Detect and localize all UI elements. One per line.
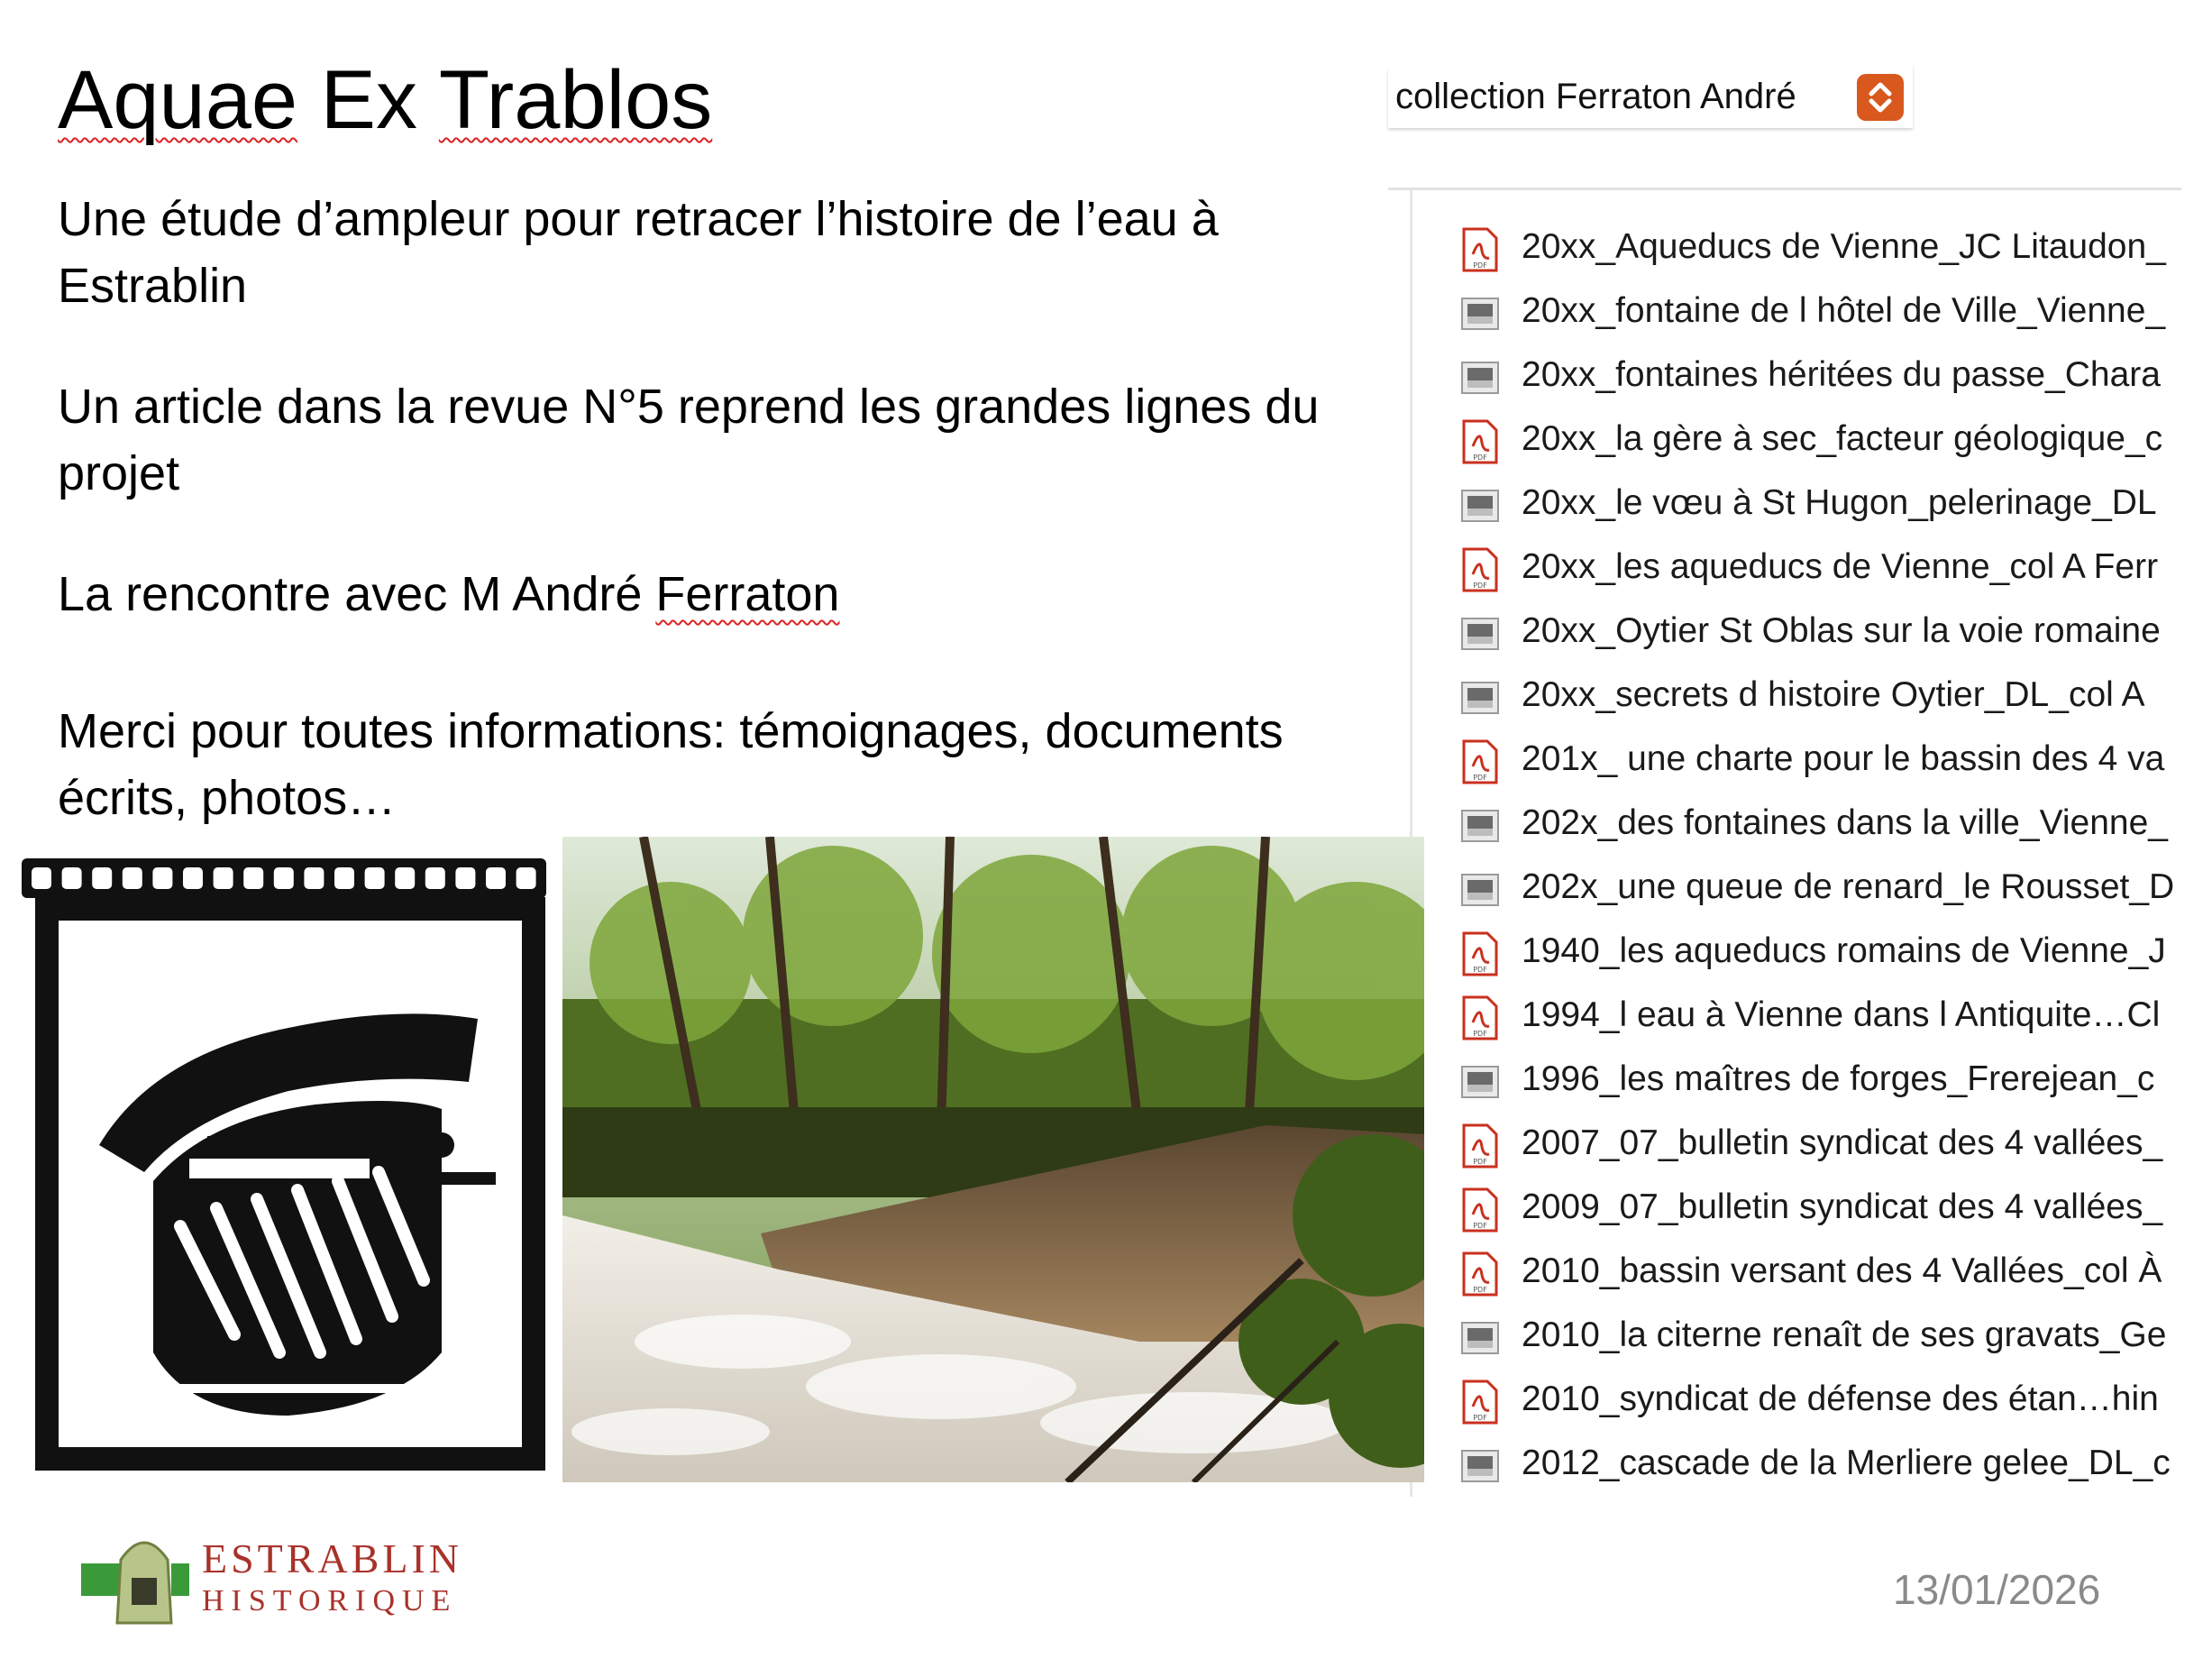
title-word-trablos: Trablos [438,54,713,146]
paragraph-meeting [58,561,1392,628]
seal-band-motif [62,867,82,889]
image-file-icon [1460,483,1500,528]
seal-band-motif [274,867,294,889]
svg-text:PDF: PDF [1473,1286,1487,1294]
file-list-panel [1388,180,2181,1497]
seal-band-motif [486,867,506,889]
file-row[interactable] [1460,600,2181,665]
file-row[interactable] [1460,536,2181,600]
file-row[interactable] [1460,793,2181,857]
file-name: 20xx_la gère à sec_facteur géologique_c [1522,419,2163,458]
svg-text:PDF: PDF [1473,1158,1487,1166]
image-file-icon [1460,867,1500,912]
seal-band-motif [516,867,536,889]
seal-band-motif [92,867,112,889]
seal-band-motif [455,867,475,889]
file-row[interactable] [1460,1433,2181,1497]
slide-date: 13/01/2026 [1893,1566,2101,1613]
file-row[interactable] [1460,857,2181,921]
image-file-icon [1460,1444,1500,1489]
seal-band-motif [152,867,172,889]
file-name: 20xx_Oytier St Oblas sur la voie romaine [1522,611,2161,650]
logo-green-bar [81,1563,121,1596]
pdf-icon [1460,1251,1500,1297]
panel-divider [1388,188,2181,190]
seal-band-motif [334,867,354,889]
file-row[interactable] [1460,216,2181,280]
image-file-icon [1460,291,1500,336]
collection-selector-label: collection Ferraton André [1395,77,1796,116]
file-row[interactable] [1460,1113,2181,1177]
pdf-icon [1460,419,1500,464]
image-file-icon [1460,1059,1500,1104]
seal-band-motif [243,867,263,889]
file-row[interactable] [1460,344,2181,408]
file-name: 2012_cascade de la Merliere gelee_DL_c [1522,1444,2171,1482]
seal-band-motif [395,867,415,889]
file-row[interactable] [1460,1241,2181,1305]
file-name: 2007_07_bulletin syndicat des 4 vallées_ [1522,1123,2163,1162]
pdf-icon [1460,995,1500,1040]
estrablin-historique-logo [81,1524,460,1637]
slide-title [58,50,712,150]
svg-text:PDF: PDF [1473,966,1487,974]
seal-band-motif [32,867,51,889]
pdf-icon [1460,1379,1500,1425]
seal-band-motif [123,867,142,889]
file-name: 2010_bassin versant des 4 Vallées_col À [1522,1251,2162,1290]
pdf-icon [1460,1123,1500,1169]
file-name: 1996_les maîtres de forges_Frerejean_c [1522,1059,2155,1098]
pdf-icon [1460,227,1500,272]
file-name: 202x_une queue de renard_le Rousset_D [1522,867,2175,906]
seal-band-motif [304,867,324,889]
seal-woodcut-image [18,848,550,1479]
file-name: 202x_des fontaines dans la ville_Vienne_ [1522,803,2168,842]
file-name: 20xx_les aqueducs de Vienne_col A Ferr [1522,547,2159,586]
file-row[interactable] [1460,1305,2181,1369]
pdf-icon [1460,931,1500,976]
file-name: 2010_la citerne renaît de ses gravats_Ge [1522,1315,2167,1354]
waterfall-photo [562,837,1424,1482]
pdf-icon [1460,1187,1500,1233]
svg-text:PDF: PDF [1473,774,1487,782]
seal-band-motif [425,867,445,889]
pdf-icon [1460,739,1500,784]
svg-text:PDF: PDF [1473,261,1487,270]
title-word-ex: Ex [320,54,417,146]
file-row[interactable] [1460,408,2181,472]
svg-text:PDF: PDF [1473,582,1487,590]
logo-line2: HISTORIQUE [202,1584,458,1618]
file-name: 20xx_Aqueducs de Vienne_JC Litaudon_ [1522,227,2166,266]
up-down-chevron-icon[interactable] [1857,74,1904,121]
title-word-aquae: Aquae [58,54,298,146]
file-name: 20xx_fontaines héritées du passe_Chara [1522,355,2161,394]
paragraph-meeting-text: La rencontre avec M André [58,567,656,621]
image-file-icon [1460,355,1500,400]
paragraph-article: Un article dans la revue N°5 reprend les grandes lignes du projet [58,380,1320,500]
file-name: 1994_l eau à Vienne dans l Antiquite…Cl [1522,995,2161,1034]
image-file-icon [1460,1315,1500,1361]
file-name: 201x_ une charte pour le bassin des 4 va [1522,739,2165,778]
seal-band-motif [365,867,385,889]
paragraph-thanks: Merci pour toutes informations: témoignages, documents écrits, photos… [58,704,1284,825]
file-list [1460,216,2181,1497]
image-file-icon [1460,675,1500,720]
file-row[interactable] [1460,472,2181,536]
collection-selector[interactable] [1388,65,1913,128]
file-name: 2010_syndicat de défense des étan…hin [1522,1379,2159,1418]
svg-text:PDF: PDF [1473,1414,1487,1422]
file-name: 2009_07_bulletin syndicat des 4 vallées_ [1522,1187,2163,1226]
svg-text:PDF: PDF [1473,454,1487,462]
file-row[interactable] [1460,1177,2181,1241]
file-name: 20xx_secrets d histoire Oytier_DL_col A [1522,675,2145,714]
logo-line1: ESTRABLIN [202,1535,462,1581]
file-name: 1940_les aqueducs romains de Vienne_J [1522,931,2166,970]
file-name: 20xx_fontaine de l hôtel de Ville_Vienne_ [1522,291,2166,330]
file-name: 20xx_le vœu à St Hugon_pelerinage_DL [1522,483,2157,522]
svg-text:PDF: PDF [1473,1222,1487,1230]
svg-text:PDF: PDF [1473,1030,1487,1038]
image-file-icon [1460,803,1500,848]
file-row[interactable] [1460,280,2181,344]
seal-band-motif [214,867,233,889]
file-row[interactable] [1460,729,2181,793]
image-file-icon [1460,611,1500,656]
file-row[interactable] [1460,985,2181,1049]
file-row[interactable] [1460,1369,2181,1433]
file-row[interactable] [1460,921,2181,985]
paragraph-study: Une étude d’ampleur pour retracer l’histoire de l’eau à Estrablin [58,192,1219,313]
file-row[interactable] [1460,1049,2181,1113]
pdf-icon [1460,547,1500,592]
seal-band-motif [183,867,203,889]
paragraph-meeting-name: Ferraton [655,567,840,621]
file-row[interactable] [1460,665,2181,729]
